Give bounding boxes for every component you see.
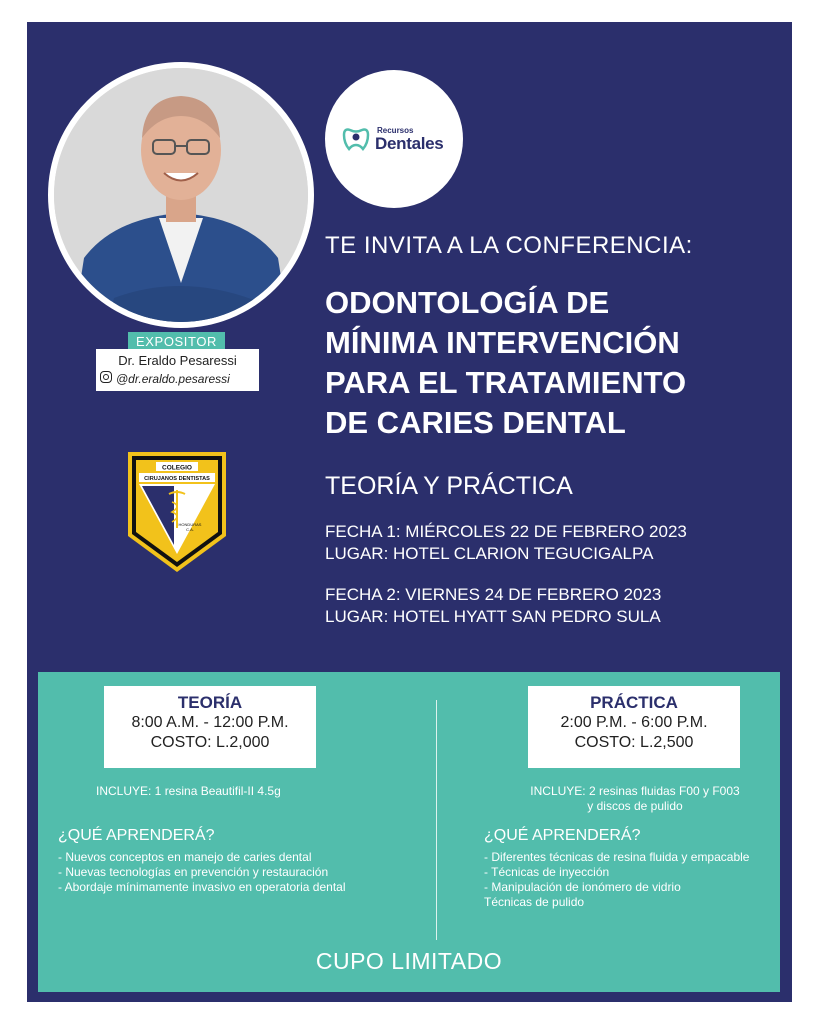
crest-text: CIRUJANOS DENTISTAS [144, 476, 210, 483]
instagram-icon [100, 371, 112, 383]
event-place: LUGAR: HOTEL CLARION TEGUCIGALPA [325, 544, 654, 563]
practice-learn-list [484, 850, 764, 910]
crest-text: C.A. [186, 527, 194, 532]
title-line: MÍNIMA INTERVENCIÓN [325, 325, 680, 360]
event-date: FECHA 1: MIÉRCOLES 22 DE FEBRERO 2023 [325, 522, 687, 541]
logo-text-big: Dentales [375, 134, 444, 153]
crest-text: HONDURAS [178, 522, 202, 527]
speaker-handle: @dr.eraldo.pesaressi [116, 372, 230, 386]
conference-title [325, 283, 785, 443]
column-divider [436, 700, 437, 940]
practice-cost: COSTO: L.2,500 [574, 734, 694, 751]
speaker-photo [48, 62, 314, 328]
expositor-tag: EXPOSITOR [128, 332, 225, 351]
theory-learn-title: ¿QUÉ APRENDERÁ? [58, 827, 215, 844]
theory-learn-list [58, 850, 398, 895]
speaker-name: Dr. Eraldo Pesaressi [118, 353, 237, 368]
practice-includes-line: INCLUYE: 2 resinas fluidas F00 y F003 [530, 784, 740, 798]
practice-learn-title: ¿QUÉ APRENDERÁ? [484, 827, 641, 844]
list-item: - Manipulación de ionómero de vidrio [484, 880, 681, 894]
practice-includes-line: y discos de pulido [587, 799, 683, 813]
invite-text: TE INVITA A LA CONFERENCIA: [325, 232, 693, 259]
list-item: - Nuevos conceptos en manejo de caries dental [58, 850, 312, 864]
theory-cost: COSTO: L.2,000 [150, 734, 270, 751]
conference-subtitle: TEORÍA Y PRÁCTICA [325, 472, 573, 500]
crest-text: COLEGIO [162, 464, 192, 472]
theory-card [104, 686, 316, 768]
event-date: FECHA 2: VIERNES 24 DE FEBRERO 2023 [325, 585, 662, 604]
list-item: - Técnicas de inyección [484, 865, 610, 879]
speaker-info [96, 349, 259, 391]
title-line: DE CARIES DENTAL [325, 405, 626, 440]
practice-includes [504, 784, 766, 814]
limited-seats-text: CUPO LIMITADO [315, 948, 503, 974]
title-line: PARA EL TRATAMIENTO [325, 365, 687, 400]
course-details-panel [38, 672, 780, 992]
list-item: - Abordaje mínimamente invasivo en operatoria dental [58, 880, 346, 894]
theory-time: 8:00 A.M. - 12:00 P.M. [131, 714, 289, 731]
list-item: - Nuevas tecnologías en prevención y restauración [58, 865, 329, 879]
theory-includes: INCLUYE: 1 resina Beautifil-II 4.5g [96, 784, 281, 798]
colegio-crest-logo [126, 450, 228, 574]
list-item: - Diferentes técnicas de resina fluida y empacable [484, 850, 750, 864]
practice-card [528, 686, 740, 768]
title-line: ODONTOLOGÍA DE [325, 285, 610, 320]
practice-time: 2:00 P.M. - 6:00 P.M. [560, 714, 708, 731]
recursos-dentales-logo [325, 70, 463, 208]
event-2 [325, 584, 661, 628]
logo-text-small: Recursos [377, 126, 414, 135]
list-item: Técnicas de pulido [484, 895, 585, 909]
event-1 [325, 521, 687, 565]
event-place: LUGAR: HOTEL HYATT SAN PEDRO SULA [325, 607, 661, 626]
theory-title: TEORÍA [177, 693, 243, 712]
tooth-logo-icon [341, 125, 371, 153]
practice-title: PRÁCTICA [590, 693, 678, 712]
